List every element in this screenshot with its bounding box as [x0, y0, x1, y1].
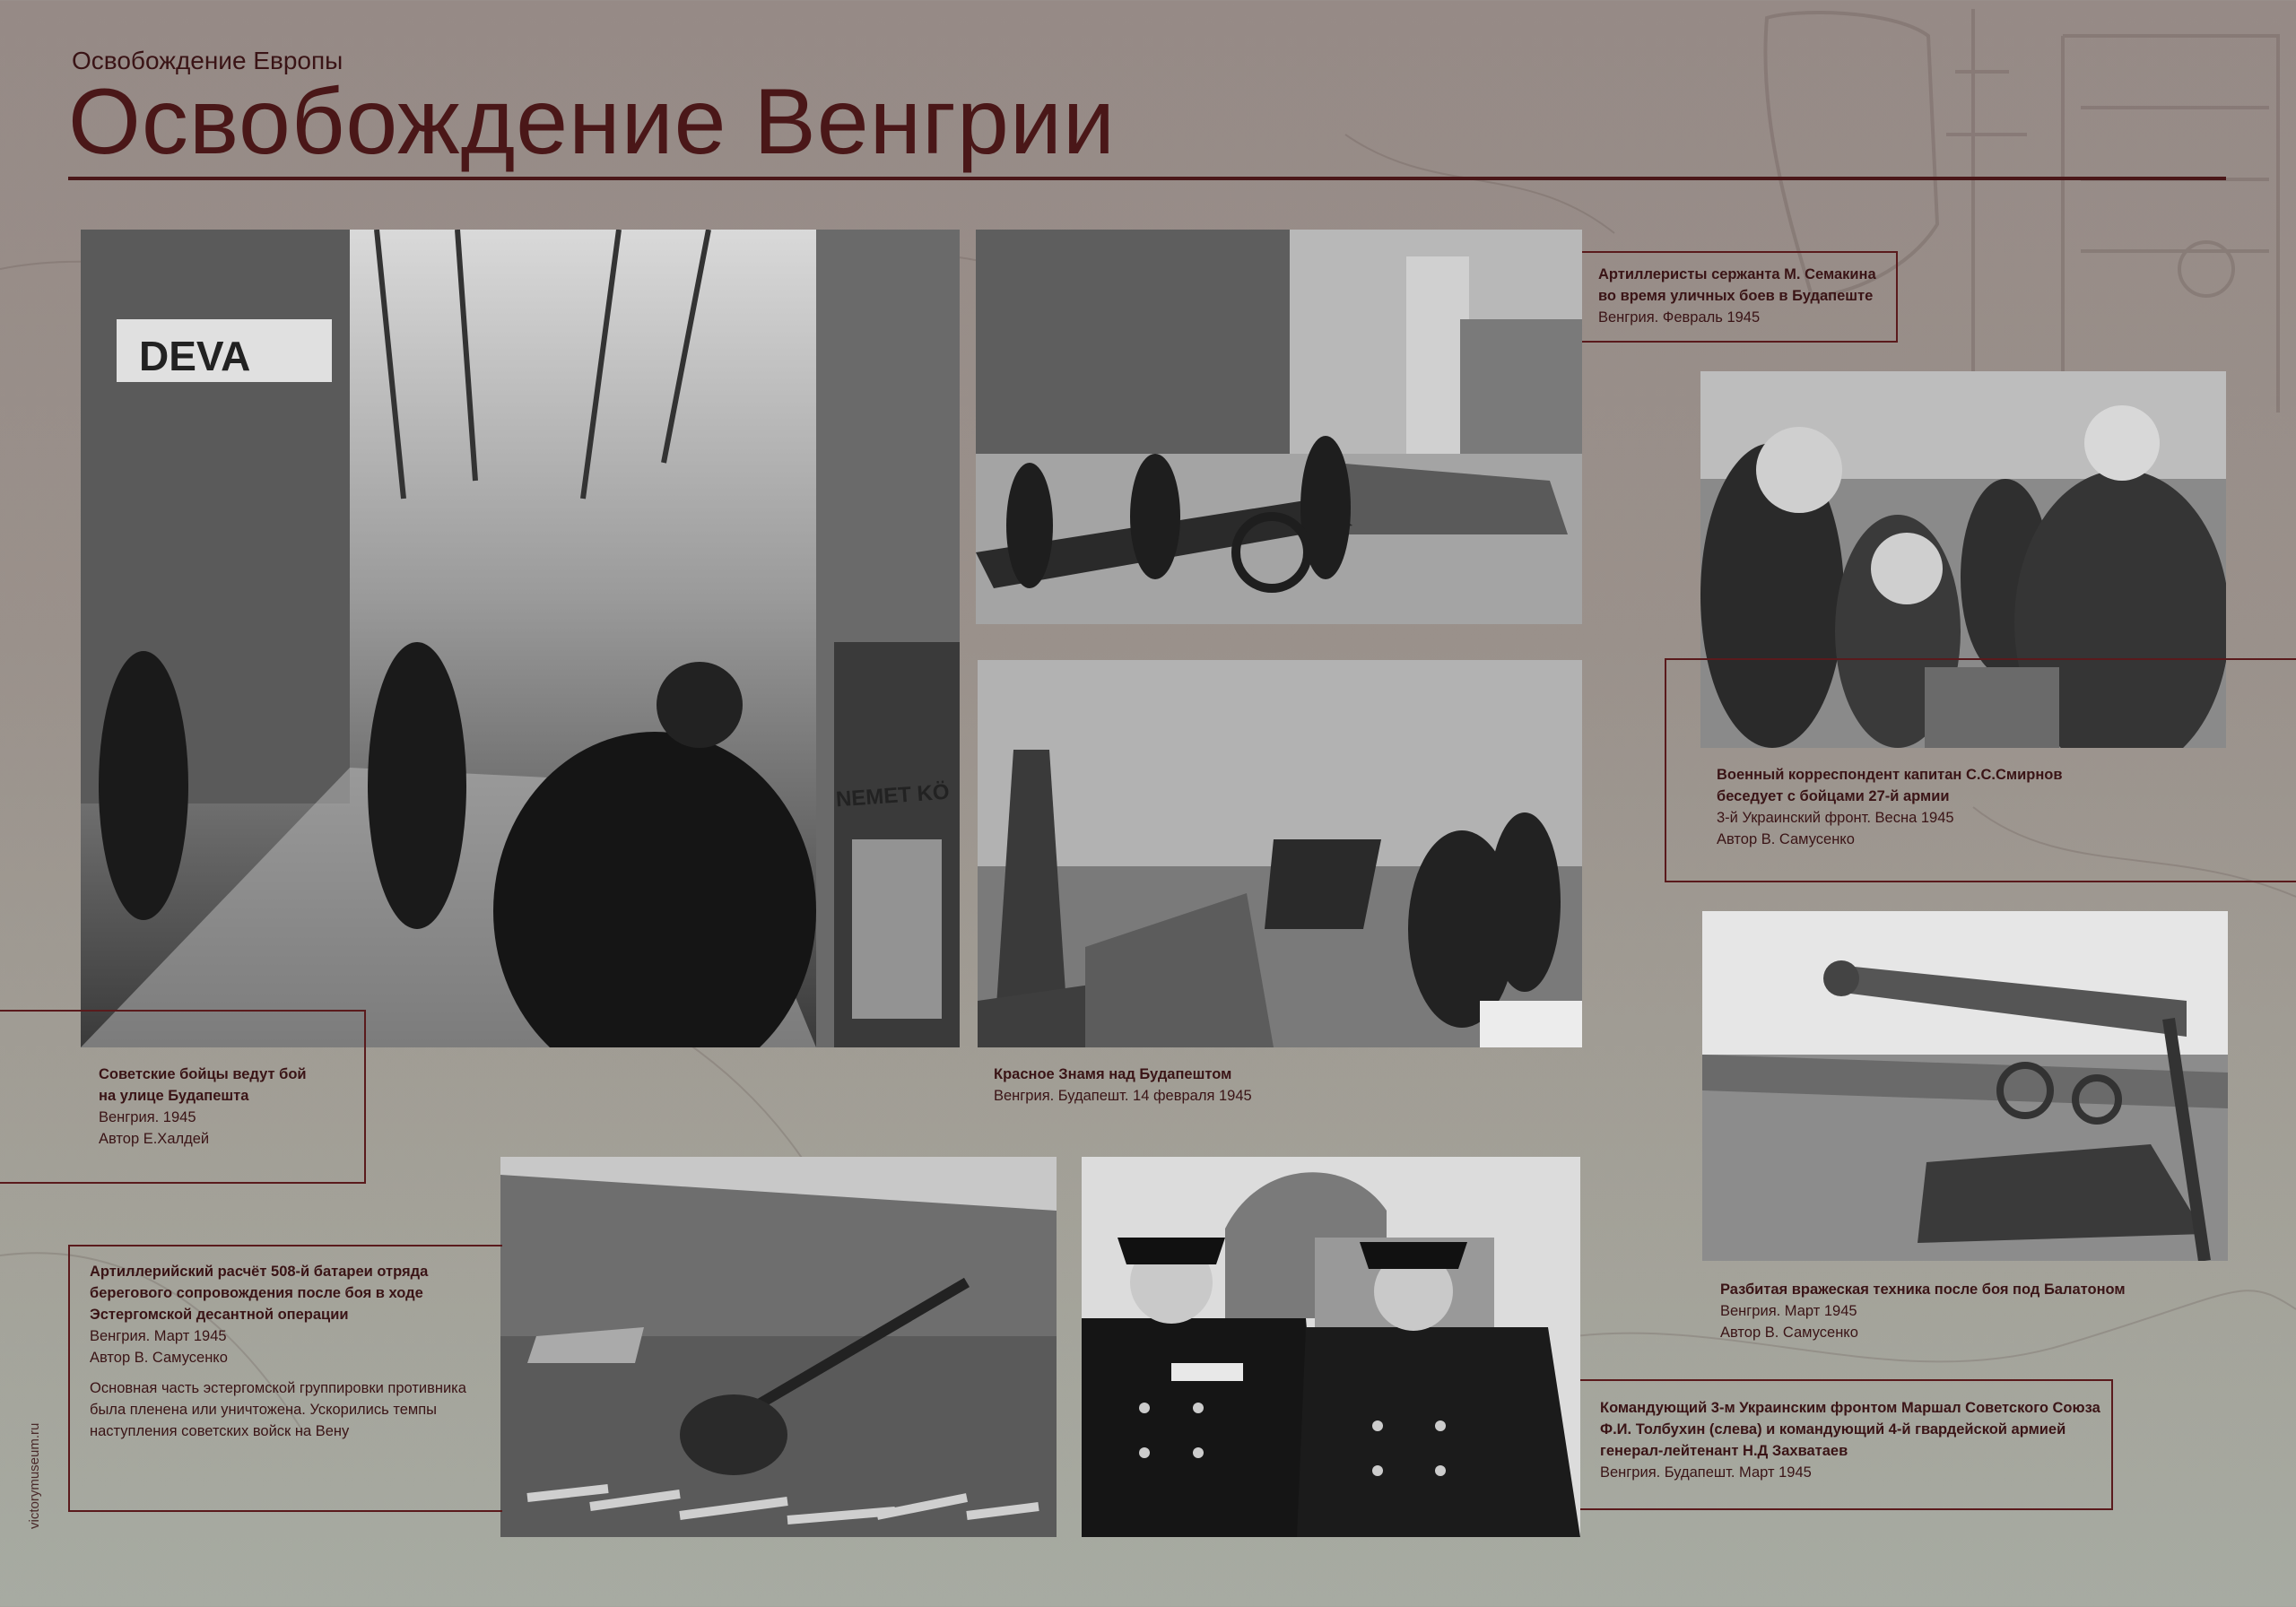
caption-wrecked-head: Разбитая вражеская техника после боя под Балатоном — [1720, 1281, 2126, 1298]
section-supertitle: Освобождение Европы — [72, 47, 344, 74]
photo-street-fight — [81, 230, 960, 1047]
photo-red-banner — [978, 660, 1582, 1047]
poster-text: NEMET KÖ — [835, 779, 951, 812]
photo-commanders — [1082, 1157, 1580, 1537]
caption-red-banner-head: Красное Знамя над Будапештом — [994, 1066, 1232, 1082]
connector-artillerymen — [1582, 251, 1896, 253]
photo-correspondent — [1700, 371, 2226, 748]
caption-commanders — [1600, 1397, 2100, 1483]
caption-wrecked-date: Венгрия. Март 1945 — [1720, 1303, 1857, 1319]
caption-correspondent — [1717, 764, 2063, 850]
coat-of-arms-watermark — [1740, 0, 2296, 421]
caption-street-fight-date: Венгрия. 1945 — [99, 1109, 196, 1125]
site-url[interactable]: victorymuseum.ru — [27, 1422, 42, 1529]
caption-wrecked — [1720, 1279, 2126, 1343]
caption-artillerymen — [1598, 264, 1876, 328]
caption-correspondent-head: Военный корреспондент капитан С.С.Смирнов беседует с бойцами 27-й армии — [1717, 767, 2063, 804]
caption-red-banner — [994, 1064, 1252, 1107]
caption-artillerymen-head: Артиллеристы сержанта М. Семакина во время уличных боев в Будапеште — [1598, 266, 1876, 304]
caption-street-fight — [99, 1064, 307, 1150]
caption-battery-date: Венгрия. Март 1945 — [90, 1328, 227, 1344]
caption-commanders-date: Венгрия. Будапешт. Март 1945 — [1600, 1464, 1812, 1481]
caption-wrecked-author: Автор В. Самусенко — [1720, 1325, 1858, 1341]
caption-battery-body: Основная часть эстергомской группировки противника была пленена или уничтожена. Ускорились темпы наступления советских войск на Вену — [90, 1380, 466, 1439]
photo-battery — [500, 1157, 1057, 1537]
caption-commanders-head: Командующий 3-м Украинским фронтом Маршал Советского Союза Ф.И. Толбухин (слева) и командующий 4-й гвардейской армией генерал-лейтенант Н.Д Захватаев — [1600, 1400, 2100, 1459]
caption-correspondent-date: 3-й Украинский фронт. Весна 1945 — [1717, 810, 1954, 826]
photo-artillerymen — [976, 230, 1582, 624]
page-title: Освобождение Венгрии — [68, 70, 1117, 174]
photo-wrecked-equipment — [1702, 911, 2228, 1261]
caption-battery-author: Автор В. Самусенко — [90, 1350, 228, 1366]
caption-battery — [90, 1261, 466, 1442]
caption-battery-head: Артиллерийский расчёт 508-й батареи отряда берегового сопровождения после боя в ходе Эстергомской десантной операции — [90, 1264, 429, 1323]
caption-red-banner-date: Венгрия. Будапешт. 14 февраля 1945 — [994, 1088, 1252, 1104]
caption-correspondent-author: Автор В. Самусенко — [1717, 831, 1855, 847]
shop-sign-text: DEVA — [139, 333, 251, 379]
caption-street-fight-head: Советские бойцы ведут бой на улице Будапешта — [99, 1066, 307, 1104]
title-underline — [68, 177, 2226, 180]
caption-street-fight-author: Автор Е.Халдей — [99, 1131, 210, 1147]
caption-artillerymen-date: Венгрия. Февраль 1945 — [1598, 309, 1761, 326]
